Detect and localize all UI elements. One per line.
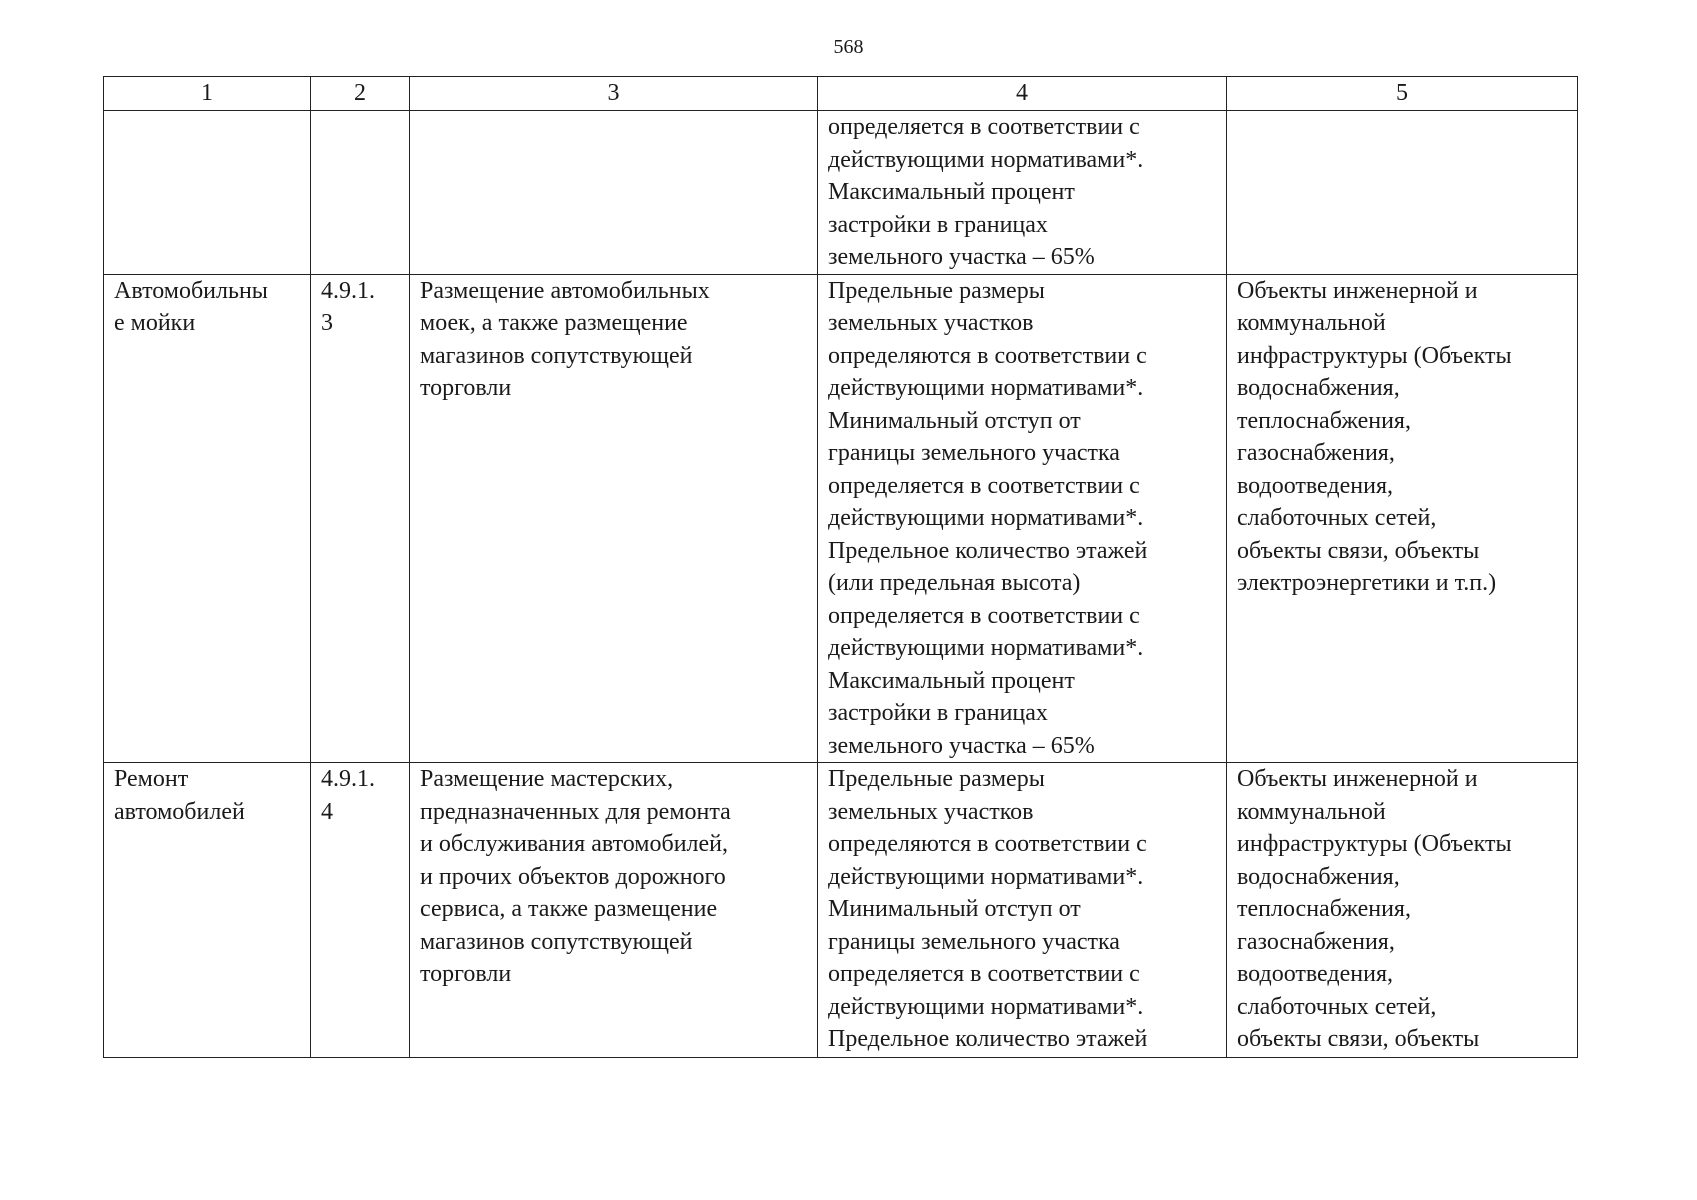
cell-text-line: коммунальной xyxy=(1237,310,1386,336)
cell-text-line: действующими нормативами*. xyxy=(828,375,1144,401)
cell-text-line: определяется в соответствии с xyxy=(828,961,1140,987)
cell-text-line: коммунальной xyxy=(1237,798,1386,825)
table-row xyxy=(104,111,1578,275)
cell-text-line: действующими нормативами*. xyxy=(828,863,1144,890)
cell-text-line: Размещение мастерских, xyxy=(420,766,674,792)
cell-text-line: магазинов сопутствующей xyxy=(420,342,693,369)
cell-text-line: действующими нормативами*. xyxy=(828,635,1144,661)
cell-text-line: Автомобильны xyxy=(114,277,268,304)
header-col-3: 3 xyxy=(410,77,818,111)
cell-code xyxy=(311,111,410,275)
cell-text-line: водоснабжения, xyxy=(1237,375,1400,401)
cell-text-line: торговли xyxy=(420,375,512,401)
cell-text-line: автомобилей xyxy=(114,798,245,825)
cell-text-line: действующими нормативами*. xyxy=(828,993,1144,1020)
header-col-5: 5 xyxy=(1227,77,1578,111)
cell-parameters xyxy=(818,274,1227,763)
cell-text-line: 3 xyxy=(321,310,333,336)
header-col-4: 4 xyxy=(818,77,1227,111)
cell-text-line: застройки в границах xyxy=(828,211,1048,238)
cell-text-line: Размещение автомобильных xyxy=(420,277,710,304)
cell-text-line: объекты связи, объекты xyxy=(1237,1026,1480,1052)
cell-text-line: и прочих объектов дорожного xyxy=(420,863,726,890)
cell-text-line: газоснабжения, xyxy=(1237,928,1395,955)
cell-text-line: определяется в соответствии с xyxy=(828,602,1140,629)
cell-parameters xyxy=(818,111,1227,275)
cell-auxiliary xyxy=(1227,763,1578,1058)
cell-text-line: слаботочных сетей, xyxy=(1237,505,1437,531)
cell-description xyxy=(410,763,818,1058)
cell-text-line: инфраструктуры (Объекты xyxy=(1237,831,1512,857)
cell-text-line: предназначенных для ремонта xyxy=(420,798,731,825)
cell-use-name xyxy=(104,274,311,763)
cell-text-line: земельного участка – 65% xyxy=(828,732,1095,759)
cell-text-line: границы земельного участка xyxy=(828,928,1120,955)
cell-text-line: земельных участков xyxy=(828,310,1034,336)
cell-auxiliary xyxy=(1227,274,1578,763)
land-use-table xyxy=(103,76,1578,1058)
cell-parameters xyxy=(818,763,1227,1058)
cell-text-line: электроэнергетики и т.п.) xyxy=(1237,570,1497,596)
cell-text-line: земельных участков xyxy=(828,798,1034,825)
cell-text-line: определяются в соответствии с xyxy=(828,831,1147,857)
cell-text-line: действующими нормативами*. xyxy=(828,505,1144,531)
header-col-1: 1 xyxy=(104,77,311,111)
cell-text-line: застройки в границах xyxy=(828,700,1048,726)
cell-code xyxy=(311,763,410,1058)
cell-text-line: Максимальный процент xyxy=(828,179,1075,205)
cell-text-line: Объекты инженерной и xyxy=(1237,766,1478,792)
cell-text-line: Предельное количество этажей xyxy=(828,537,1148,564)
cell-description xyxy=(410,111,818,275)
cell-text-line: Максимальный процент xyxy=(828,667,1075,694)
cell-text-line: 4.9.1. xyxy=(321,277,375,304)
cell-text-line: Объекты инженерной и xyxy=(1237,277,1478,304)
cell-text-line: (или предельная высота) xyxy=(828,570,1081,596)
cell-text-line: Предельные размеры xyxy=(828,766,1045,792)
header-col-2: 2 xyxy=(311,77,410,111)
cell-text-line: теплоснабжения, xyxy=(1237,407,1411,434)
cell-text-line: определяется в соответствии с xyxy=(828,114,1140,140)
cell-text-line: границы земельного участка xyxy=(828,440,1120,466)
cell-auxiliary xyxy=(1227,111,1578,275)
cell-text-line: земельного участка – 65% xyxy=(828,244,1095,270)
cell-text-line: е мойки xyxy=(114,310,196,336)
cell-text-line: водоотведения, xyxy=(1237,472,1393,499)
cell-text-line: Предельные размеры xyxy=(828,277,1045,304)
header-row xyxy=(104,77,1578,111)
table-row xyxy=(104,274,1578,763)
cell-description xyxy=(410,274,818,763)
cell-text-line: Предельное количество этажей xyxy=(828,1026,1148,1052)
cell-text-line: сервиса, а также размещение xyxy=(420,896,718,922)
cell-text-line: определяется в соответствии с xyxy=(828,472,1140,499)
cell-text-line: магазинов сопутствующей xyxy=(420,928,693,955)
cell-text-line: определяются в соответствии с xyxy=(828,342,1147,369)
cell-text-line: слаботочных сетей, xyxy=(1237,993,1437,1020)
cell-text-line: водоснабжения, xyxy=(1237,863,1400,890)
cell-text-line: действующими нормативами*. xyxy=(828,146,1144,173)
cell-code xyxy=(311,274,410,763)
page-number: 568 xyxy=(833,36,864,58)
cell-text-line: и обслуживания автомобилей, xyxy=(420,831,729,857)
cell-text-line: объекты связи, объекты xyxy=(1237,537,1480,564)
cell-text-line: 4.9.1. xyxy=(321,766,375,792)
cell-text-line: Минимальный отступ от xyxy=(828,407,1081,434)
cell-text-line: водоотведения, xyxy=(1237,961,1393,987)
cell-text-line: инфраструктуры (Объекты xyxy=(1237,342,1512,369)
cell-text-line: газоснабжения, xyxy=(1237,440,1395,466)
cell-text-line: моек, а также размещение xyxy=(420,310,688,336)
cell-text-line: 4 xyxy=(321,798,333,825)
cell-use-name xyxy=(104,763,311,1058)
cell-text-line: теплоснабжения, xyxy=(1237,896,1411,922)
cell-use-name xyxy=(104,111,311,275)
table-row xyxy=(104,763,1578,1058)
cell-text-line: Ремонт xyxy=(114,766,189,792)
cell-text-line: Минимальный отступ от xyxy=(828,896,1081,922)
cell-text-line: торговли xyxy=(420,961,512,987)
